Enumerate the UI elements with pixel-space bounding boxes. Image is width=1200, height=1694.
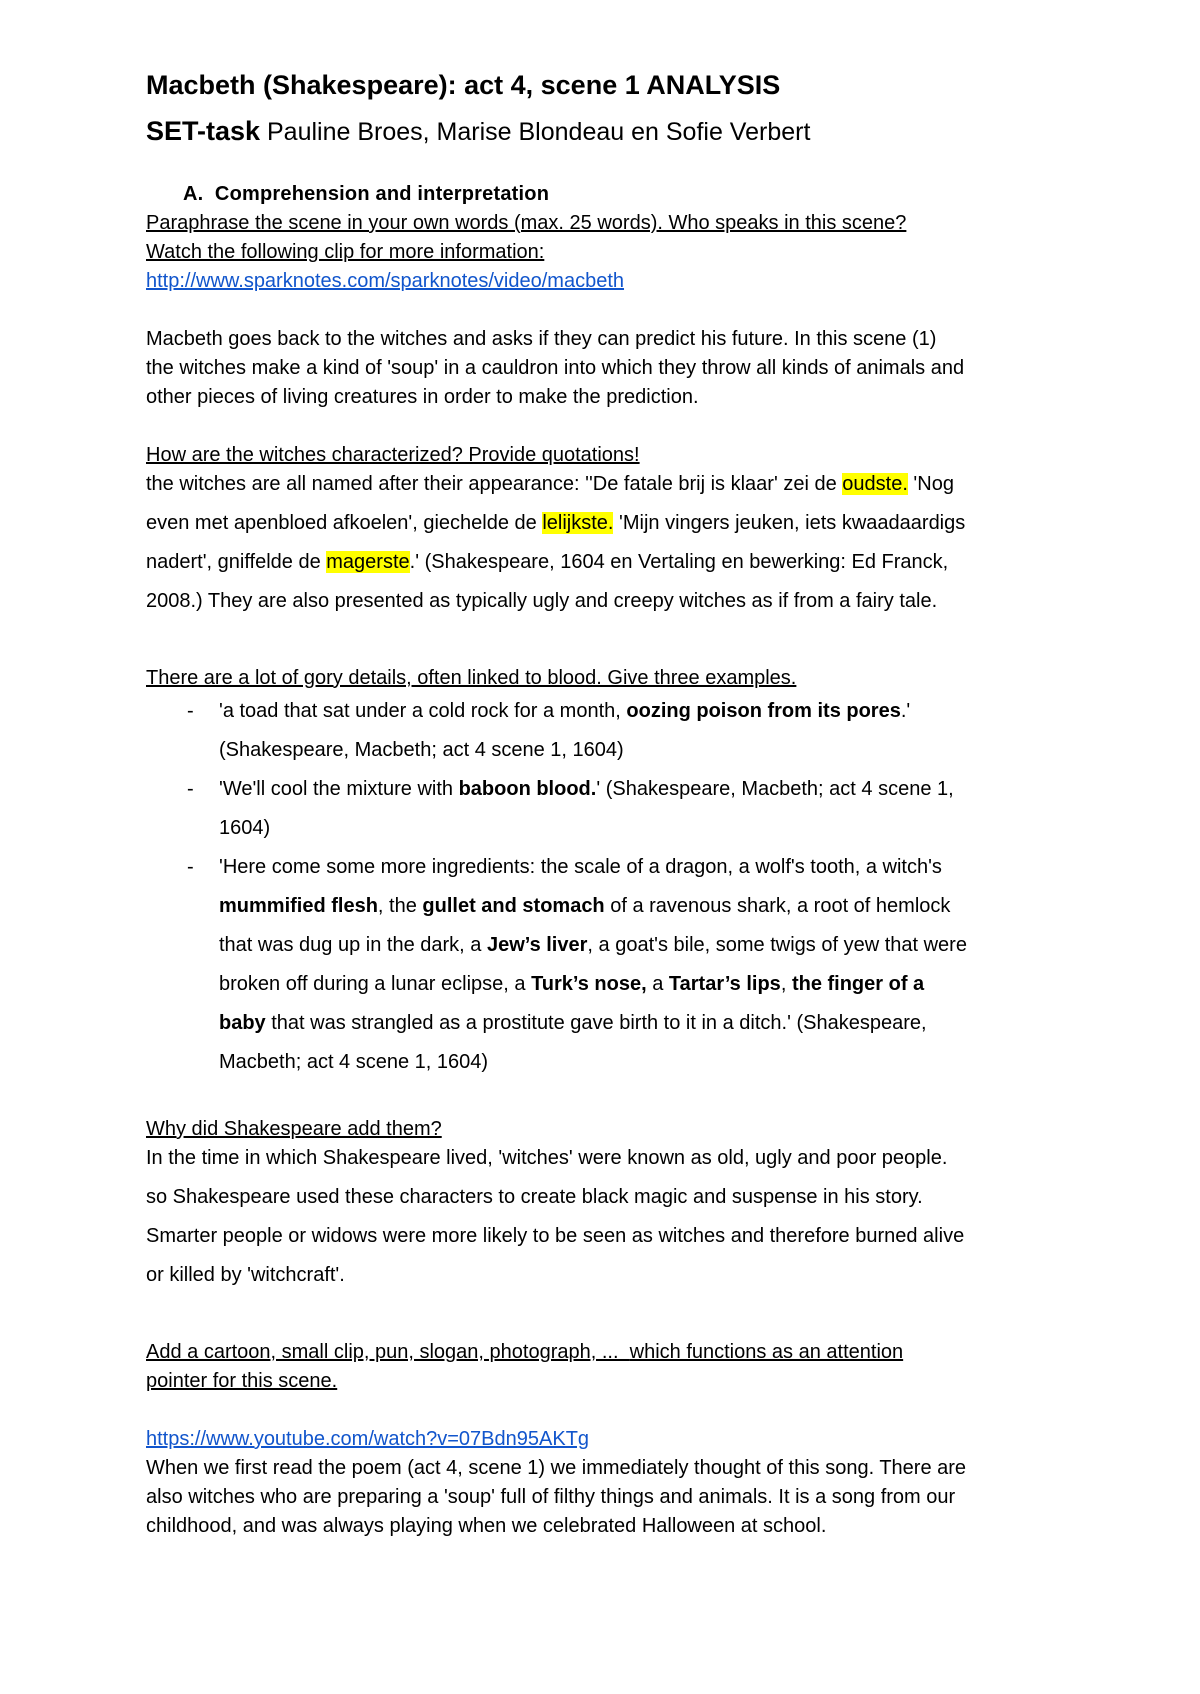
text-run: 'a toad that sat under a cold rock for a month, bbox=[219, 700, 627, 722]
question-attention-pointer bbox=[146, 1341, 903, 1364]
bullet-continuation: 1604) bbox=[219, 817, 271, 839]
section-heading bbox=[183, 183, 549, 206]
text-run: the witches are all named after their appearance: ''De fatale brij is klaar' zei de bbox=[146, 473, 843, 495]
text-run: 'Mijn vingers jeuken, iets kwaadaardigs bbox=[613, 512, 966, 534]
answer-line: Smarter people or widows were more likely to be seen as witches and therefore burned alive bbox=[146, 1225, 965, 1247]
bold-run: Jew’s liver bbox=[486, 934, 588, 956]
question-paraphrase: Paraphrase the scene in your own words (max. 25 words). Who speaks in this scene? bbox=[146, 212, 907, 234]
bullet-continuation bbox=[219, 934, 967, 957]
highlight-lelijkste: lelijkste. bbox=[542, 512, 614, 534]
answer-line: Macbeth goes back to the witches and asks if they can predict his future. In this scene (1) bbox=[146, 328, 937, 350]
bold-run: the finger of a bbox=[791, 973, 925, 995]
highlight-magerste: magerste bbox=[326, 551, 410, 573]
section-title: Comprehension and interpretation bbox=[214, 183, 550, 205]
sparknotes-link[interactable]: http://www.sparknotes.com/sparknotes/video/macbeth bbox=[146, 270, 625, 292]
question-attention-pointer-cont: pointer for this scene. bbox=[146, 1370, 338, 1392]
section-letter: A. bbox=[183, 183, 204, 205]
bullet-continuation: (Shakespeare, Macbeth; act 4 scene 1, 1604) bbox=[219, 739, 624, 761]
text-run: , bbox=[780, 973, 792, 995]
answer-line: or killed by 'witchcraft'. bbox=[146, 1264, 345, 1286]
bullet-dash: - bbox=[187, 700, 194, 722]
answer-line: When we first read the poem (act 4, scene 1) we immediately thought of this song. There are bbox=[146, 1457, 967, 1479]
answer-line bbox=[146, 551, 948, 574]
bullet-continuation bbox=[219, 1012, 927, 1035]
answer-line: childhood, and was always playing when we celebrated Halloween at school. bbox=[146, 1515, 827, 1537]
question-why-added: Why did Shakespeare add them? bbox=[146, 1118, 442, 1140]
bold-run: mummified flesh bbox=[219, 895, 378, 917]
document-title: Macbeth (Shakespeare): act 4, scene 1 ANALYSIS bbox=[146, 70, 781, 100]
bullet-continuation: Macbeth; act 4 scene 1, 1604) bbox=[219, 1051, 489, 1073]
authors: Pauline Broes, Marise Blondeau en Sofie Verbert bbox=[260, 118, 811, 146]
question-characterization: How are the witches characterized? Provide quotations! bbox=[146, 444, 640, 466]
text-run: ' (Shakespeare, Macbeth; act 4 scene 1, bbox=[596, 778, 954, 800]
bold-run: baby bbox=[219, 1012, 266, 1034]
question-gory-details: There are a lot of gory details, often linked to blood. Give three examples. bbox=[146, 667, 797, 689]
text-run: which functions as an attention bbox=[629, 1341, 904, 1363]
answer-line bbox=[146, 473, 954, 496]
text-run: 'We'll cool the mixture with bbox=[219, 778, 459, 800]
bullet-dash: - bbox=[187, 856, 194, 878]
bullet-item bbox=[219, 700, 910, 723]
bullet-continuation bbox=[219, 973, 924, 996]
youtube-link[interactable]: https://www.youtube.com/watch?v=07Bdn95AKTg bbox=[146, 1428, 590, 1450]
bullet-item: 'Here come some more ingredients: the scale of a dragon, a wolf's tooth, a witch's bbox=[219, 856, 942, 878]
text-run: 'Nog bbox=[907, 473, 954, 495]
bullet-continuation bbox=[219, 895, 950, 918]
answer-line: the witches make a kind of 'soup' in a cauldron into which they throw all kinds of animals and bbox=[146, 357, 965, 379]
question-watch-clip: Watch the following clip for more information: bbox=[146, 241, 545, 263]
document-subtitle bbox=[146, 116, 810, 147]
highlight-oudste: oudste. bbox=[842, 473, 908, 495]
bold-run: gullet and stomach bbox=[422, 895, 605, 917]
answer-line bbox=[146, 512, 965, 535]
text-run: of a ravenous shark, a root of hemlock bbox=[604, 895, 951, 917]
text-run: nadert', gniffelde de bbox=[146, 551, 327, 573]
answer-line: In the time in which Shakespeare lived, 'witches' were known as old, ugly and poor people. bbox=[146, 1147, 948, 1169]
text-run: broken off during a lunar eclipse, a bbox=[219, 973, 532, 995]
text-run: .' bbox=[900, 700, 911, 722]
answer-line: so Shakespeare used these characters to create black magic and suspense in his story. bbox=[146, 1186, 923, 1208]
answer-line: also witches who are preparing a 'soup' full of filthy things and animals. It is a song from our bbox=[146, 1486, 956, 1508]
text-run: that was dug up in the dark, a bbox=[219, 934, 487, 956]
bold-run: baboon blood. bbox=[458, 778, 597, 800]
text-run: .' (Shakespeare, 1604 en Vertaling en bewerking: Ed Franck, bbox=[409, 551, 949, 573]
text-run: a bbox=[646, 973, 669, 995]
text-run: , a goat's bile, some twigs of yew that were bbox=[587, 934, 967, 956]
text-run: , the bbox=[377, 895, 423, 917]
answer-line: 2008.) They are also presented as typically ugly and creepy witches as if from a fairy tale. bbox=[146, 590, 938, 612]
bullet-dash: - bbox=[187, 778, 194, 800]
text-run: Add a cartoon, small clip, pun, slogan, photograph, ... bbox=[146, 1341, 630, 1363]
bold-run: Tartar’s lips bbox=[668, 973, 781, 995]
task-label: SET-task bbox=[146, 116, 261, 146]
text-run: that was strangled as a prostitute gave birth to it in a ditch.' (Shakespeare, bbox=[265, 1012, 927, 1034]
answer-line: other pieces of living creatures in order to make the prediction. bbox=[146, 386, 699, 408]
bold-run: Turk’s nose, bbox=[531, 973, 647, 995]
text-run: even met apenbloed afkoelen', giechelde de bbox=[146, 512, 543, 534]
bullet-item bbox=[219, 778, 954, 801]
bold-run: oozing poison from its pores bbox=[626, 700, 901, 722]
